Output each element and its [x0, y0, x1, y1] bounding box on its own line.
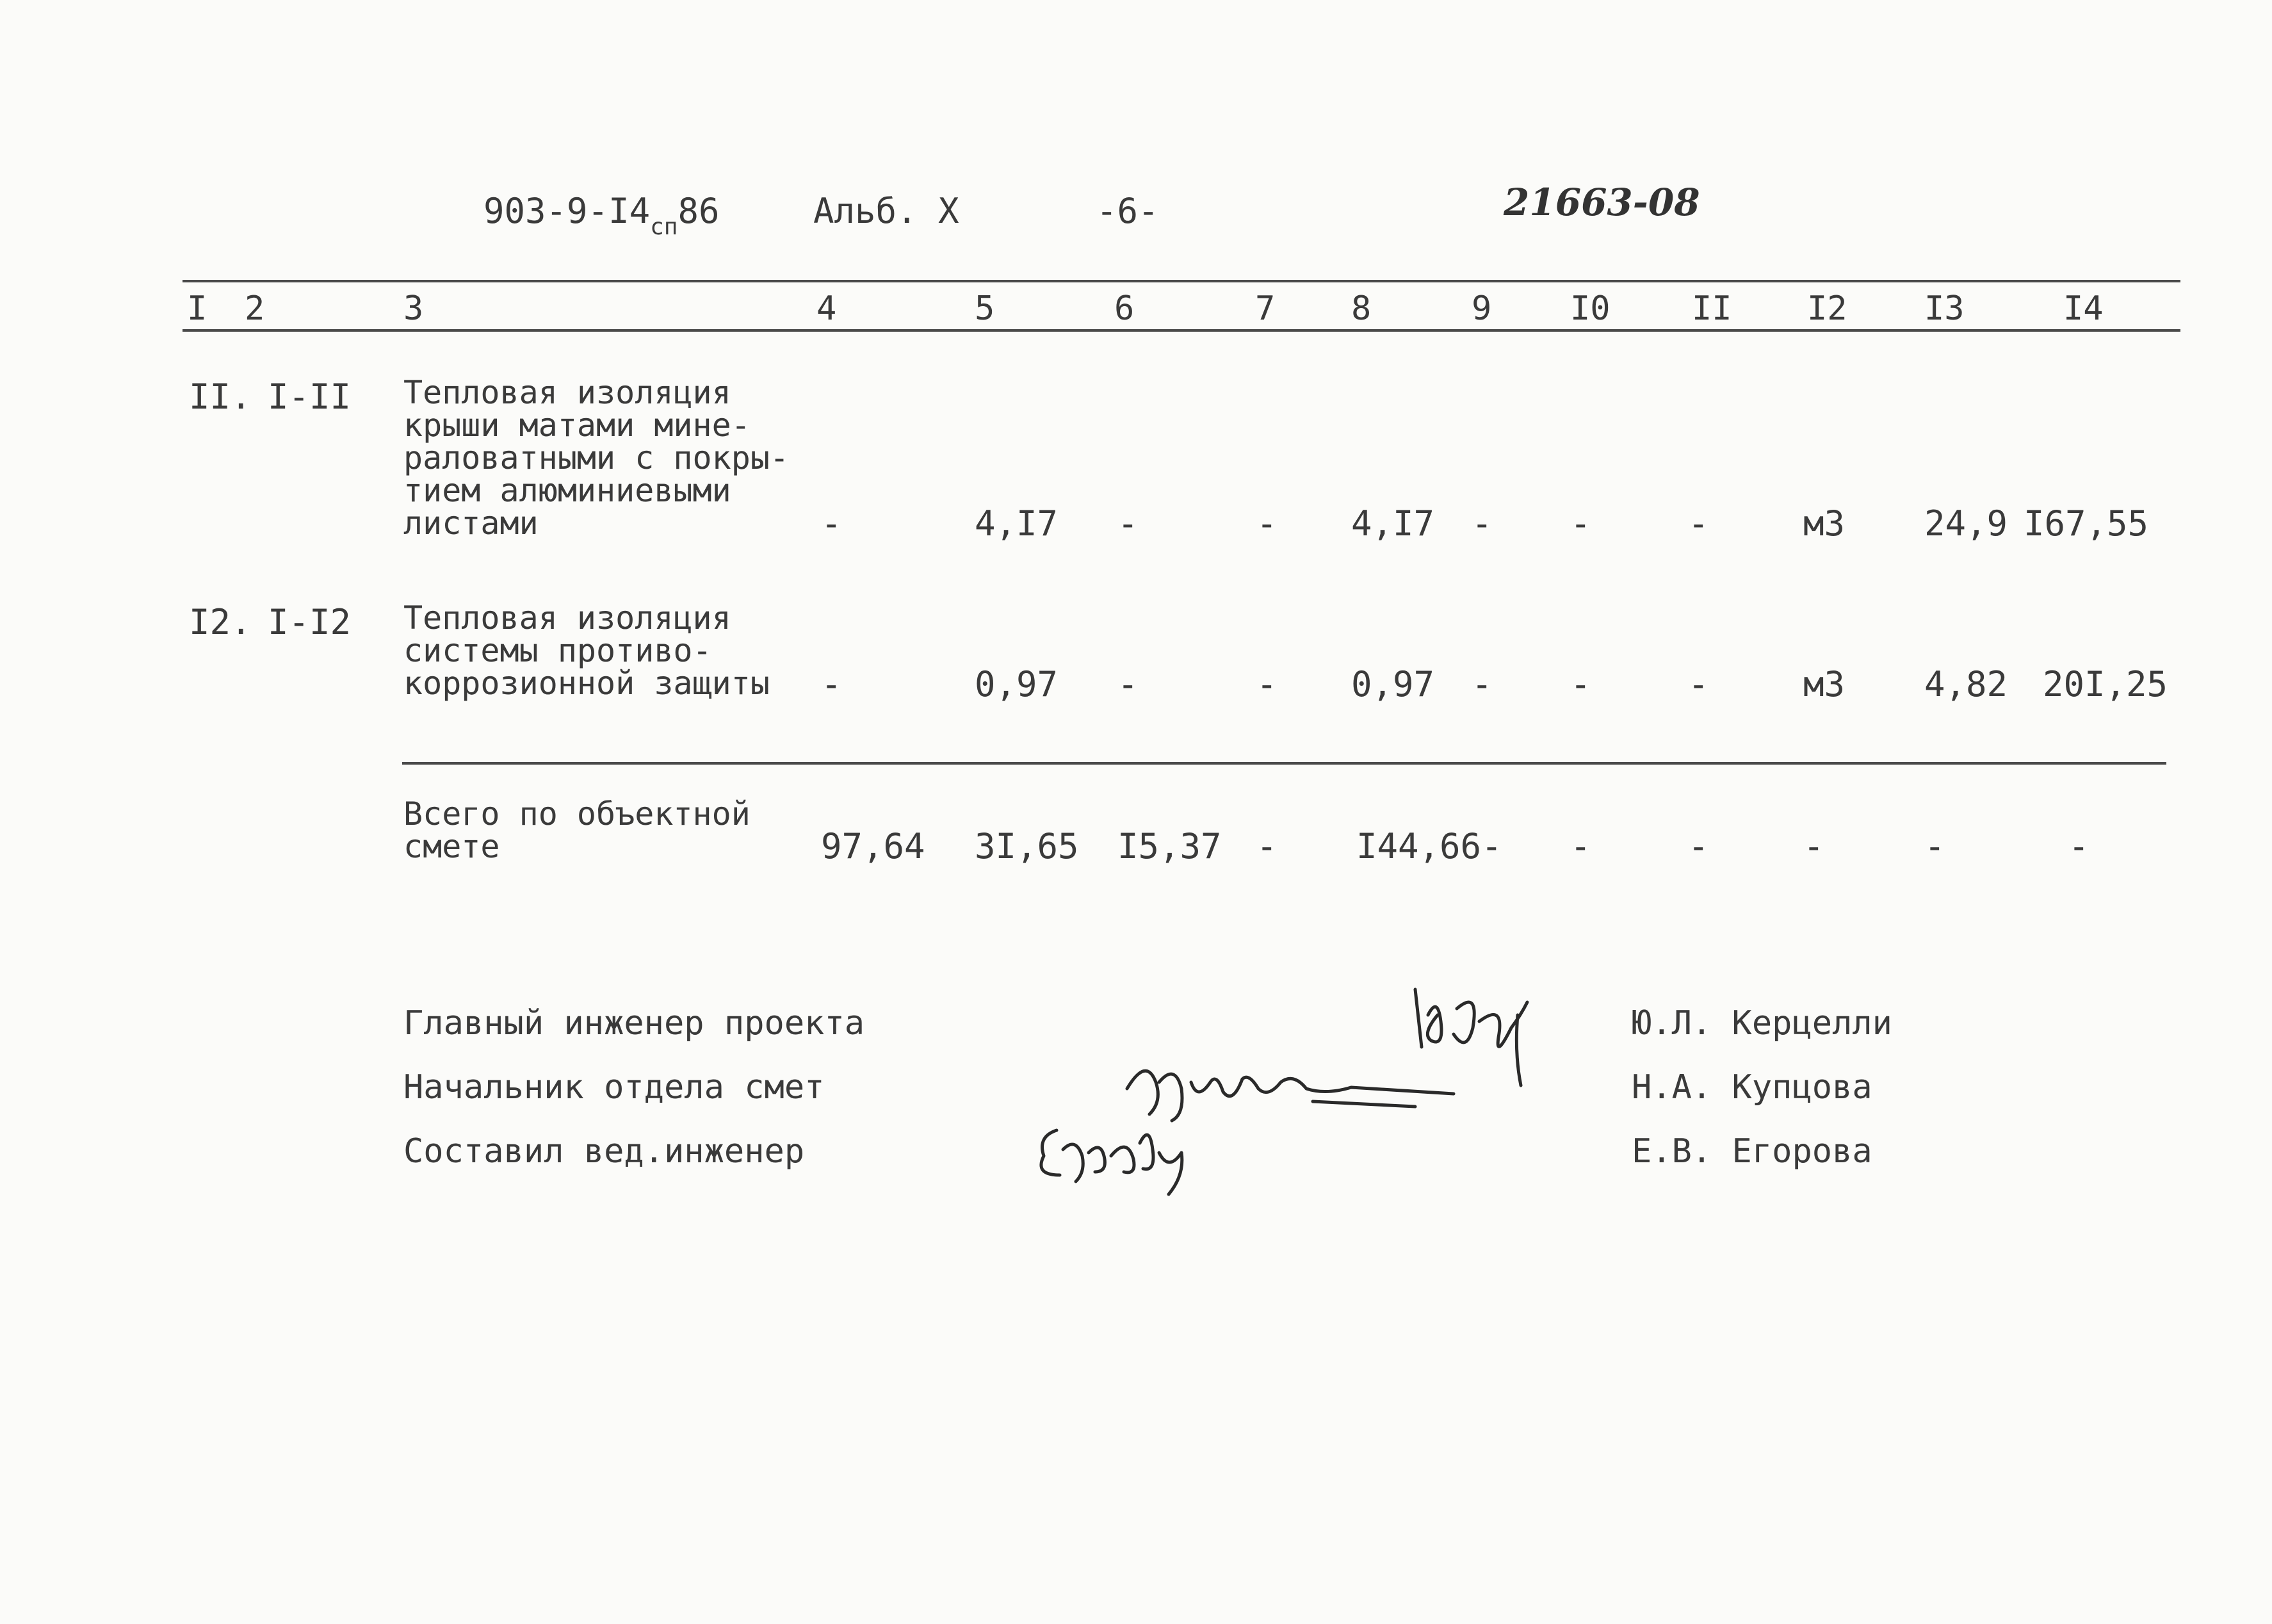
top-rule [183, 280, 2180, 282]
page-number: -6- [1096, 191, 1159, 231]
cell-col4: - [821, 503, 842, 544]
description-line: раловатными с покры- [403, 439, 790, 476]
cell-col5: 4,I7 [975, 503, 1059, 544]
cell-col6: - [1117, 664, 1139, 704]
totals-rule [402, 762, 2166, 765]
total-col5: 3I,65 [975, 826, 1079, 866]
description-line: Всего по объектной [403, 795, 751, 832]
total-col12: - [1803, 826, 1824, 866]
cell-col9: - [1472, 664, 1493, 704]
cell-col11: - [1688, 664, 1709, 704]
column-number: I0 [1570, 289, 1611, 328]
column-number: 9 [1472, 289, 1492, 328]
total-col13: - [1924, 826, 1945, 866]
row-code: I-I2 [268, 602, 352, 642]
cell-col8: 4,I7 [1351, 503, 1435, 544]
description-line: смете [403, 828, 500, 865]
description-line: листами [403, 505, 539, 542]
column-number: I2 [1807, 289, 1847, 328]
album-label: Альб. X [813, 191, 959, 231]
total-col10: - [1570, 826, 1591, 866]
handwritten-number: 21663-08 [1504, 181, 1700, 224]
cell-col11: - [1688, 503, 1709, 544]
cell-col8: 0,97 [1351, 664, 1435, 704]
description-line: системы противо- [403, 632, 712, 669]
cell-col14: I67,55 [2024, 503, 2149, 544]
column-number: 2 [245, 289, 265, 328]
row-number: I2. [189, 602, 252, 642]
signature-name: Н.А. Купцова [1632, 1068, 1872, 1107]
cell-col7: - [1256, 664, 1278, 704]
signature-name: Ю.Л. Керцелли [1632, 1004, 1892, 1043]
cell-col5: 0,97 [975, 664, 1059, 704]
cell-col13: 4,82 [1924, 664, 2008, 704]
total-description [403, 795, 751, 865]
total-col6: I5,37 [1117, 826, 1222, 866]
description-line: крыши матами мине- [403, 407, 751, 444]
signature-role: Составил вед.инженер [403, 1132, 805, 1171]
description-line: коррозионной защиты [403, 665, 770, 702]
column-number: 7 [1255, 289, 1276, 328]
signature-egorova [1031, 1111, 1210, 1201]
total-col8-9: I44,66- [1356, 826, 1502, 866]
total-col14: - [2068, 826, 2089, 866]
total-col4: 97,64 [821, 826, 925, 866]
cell-col13: 24,9 [1924, 503, 2008, 544]
signature-name: Е.В. Егорова [1632, 1132, 1872, 1171]
column-number: I [187, 289, 207, 328]
column-number: 3 [403, 289, 424, 328]
row-description [403, 374, 790, 542]
document-code-tail: 86 [678, 191, 720, 231]
column-number: I3 [1924, 289, 1965, 328]
row-number: II. [189, 377, 252, 417]
cell-col14: 20I,25 [2043, 664, 2168, 704]
cell-col12: м3 [1803, 664, 1846, 704]
column-number: 6 [1114, 289, 1135, 328]
signature-role: Начальник отдела смет [403, 1068, 825, 1107]
cell-col10: - [1570, 503, 1591, 544]
column-number: 8 [1351, 289, 1372, 328]
signature-role: Главный инженер проекта [403, 1004, 865, 1043]
column-number: 4 [816, 289, 837, 328]
document-code-sub: сп [650, 214, 678, 240]
document-code-main: 903-9-I4 [483, 191, 651, 231]
cell-col7: - [1256, 503, 1278, 544]
column-number: II [1692, 289, 1732, 328]
row-description [403, 599, 770, 702]
total-col7: - [1256, 826, 1278, 866]
cell-col12: м3 [1803, 503, 1846, 544]
description-line: Тепловая изоляция [403, 374, 731, 411]
cell-col9: - [1472, 503, 1493, 544]
row-code: I-II [268, 377, 352, 417]
cell-col4: - [821, 664, 842, 704]
description-line: тием алюминиевыми [403, 472, 731, 509]
total-col11: - [1688, 826, 1709, 866]
cell-col6: - [1117, 503, 1139, 544]
document-code [483, 191, 720, 240]
column-number-rule [183, 329, 2180, 332]
column-number: 5 [975, 289, 995, 328]
description-line: Тепловая изоляция [403, 599, 731, 637]
column-number: I4 [2063, 289, 2104, 328]
cell-col10: - [1570, 664, 1591, 704]
